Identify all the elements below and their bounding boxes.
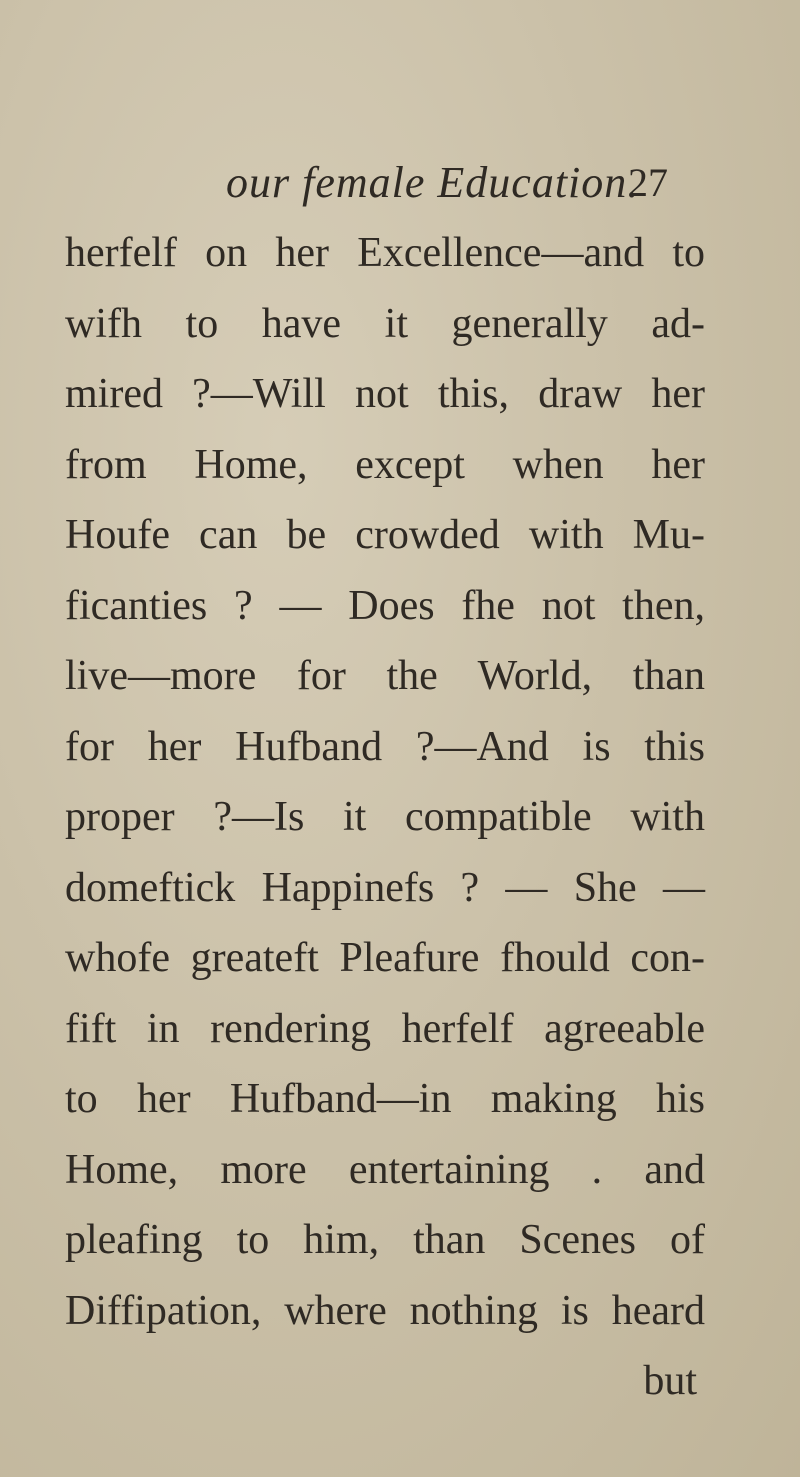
text-line: for her Hufband ?—And is this <box>65 723 705 770</box>
running-title: our female Education. <box>226 158 640 207</box>
text-line: fift in rendering herfelf agreeable <box>65 1005 705 1052</box>
text-line: Diffipation, where nothing is heard <box>65 1287 705 1334</box>
text-line: live—more for the World, than <box>65 653 705 699</box>
body-text <box>65 218 705 1417</box>
text-line: wifh to have it generally ad- <box>65 300 705 347</box>
text-line: Houfe can be crowded with Mu- <box>65 512 705 558</box>
text-line: mired ?—Will not this, draw her <box>65 371 705 417</box>
catchword: but <box>643 1358 697 1404</box>
text-line: pleafing to him, than Scenes of <box>65 1217 705 1263</box>
text-line: Home, more entertaining . and <box>65 1146 705 1193</box>
text-line: from Home, except when her <box>65 441 705 488</box>
text-line: to her Hufband—in making his <box>65 1076 705 1122</box>
text-line: ficanties ? — Does fhe not then, <box>65 582 705 629</box>
text-line: proper ?—Is it compatible with <box>65 794 705 840</box>
text-line: domeftick Happinefs ? — She — <box>65 864 705 911</box>
text-line: whofe greateft Pleafure fhould con- <box>65 935 705 981</box>
text-line: herfelf on her Excellence—and to <box>65 230 705 276</box>
page-number: 27 <box>628 160 668 205</box>
page-header <box>0 158 800 208</box>
